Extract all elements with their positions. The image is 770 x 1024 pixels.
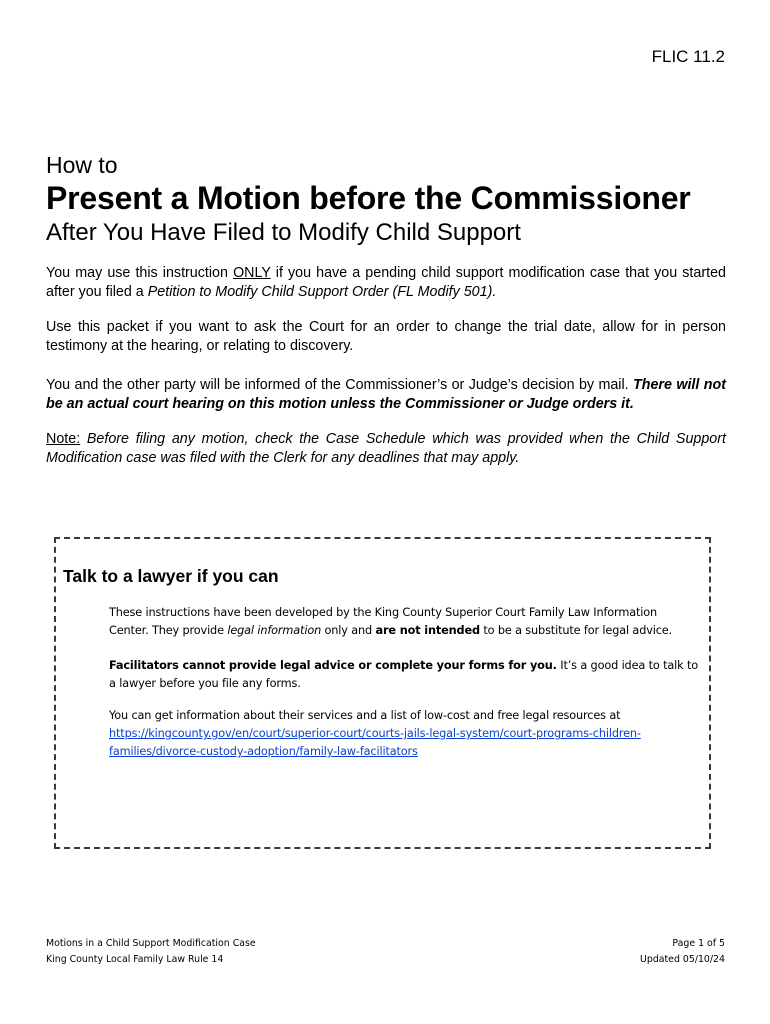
p1-text-b: if you have a pending child support modification case that you started after you filed a [46,265,726,300]
legal-information-term: legal information [227,624,322,637]
bp1-text-b: only and [321,624,376,637]
bp2-text: It’s a good idea to talk to a lawyer before you file any forms. [109,659,698,690]
note-label: Note: [46,431,81,447]
page-number: Page 1 of 5 [672,938,725,949]
footer-rule-reference: King County Local Family Law Rule 14 [46,953,224,965]
updated-date: Updated 05/10/24 [640,953,725,965]
petition-form-name: Petition to Modify Child Support Order (FL Modify 501). [147,283,497,300]
instruction-paragraph-purpose: Use this packet if you want to ask the Court for an order to change the trial date, allow for in person testimony at the hearing, or relating to discovery. [46,319,726,354]
facilitators-warning: Facilitators cannot provide legal advice or complete your forms for you. [109,659,557,672]
p1-text-a: You may use this instruction [46,265,234,281]
p3-text: You and the other party will be informed of the Commissioner’s or Judge’s decision by mail. [46,377,634,393]
bp1-text-a: These instructions have been developed by the King County Superior Court Family Law Information Center. They provide [109,606,658,637]
facilitators-link[interactable]: https://kingcounty.gov/en/court/superior-court/courts-jails-legal-system/court-programs-children-families/divorce-custody-adoption/family-law-facilitators [109,727,641,758]
lawyer-box-paragraph-resources [109,707,699,761]
only-emphasis: ONLY [233,265,271,281]
footer-right [640,936,725,967]
note-text: Before filing any motion, check the Case Schedule which was provided when the Child Support Modification case was filed with the Clerk for any deadlines that may apply. [46,431,726,466]
not-intended-emphasis: are not intended [375,624,480,637]
lawyer-box-paragraph-facilitators [109,657,699,693]
how-to-heading: How to [46,152,118,178]
page-subtitle: After You Have Filed to Modify Child Support [46,219,521,246]
bp1-text-c: to be a substitute for legal advice. [479,624,673,637]
form-code: FLIC 11.2 [651,47,725,66]
note-paragraph [46,430,726,467]
lawyer-box-title: Talk to a lawyer if you can [63,566,279,586]
instruction-paragraph-eligibility [46,264,726,301]
footer-left [46,936,256,967]
footer-document-title: Motions in a Child Support Modification Case [46,938,256,949]
no-hearing-warning: There will not be an actual court hearing on this motion unless the Commissioner or Judge orders it. [46,377,726,412]
lawyer-box-paragraph-disclaimer [109,604,699,640]
bp3-text: You can get information about their services and a list of low-cost and free legal resources at [109,709,621,722]
page-title: Present a Motion before the Commissioner [46,180,691,216]
instruction-paragraph-decision [46,376,726,413]
